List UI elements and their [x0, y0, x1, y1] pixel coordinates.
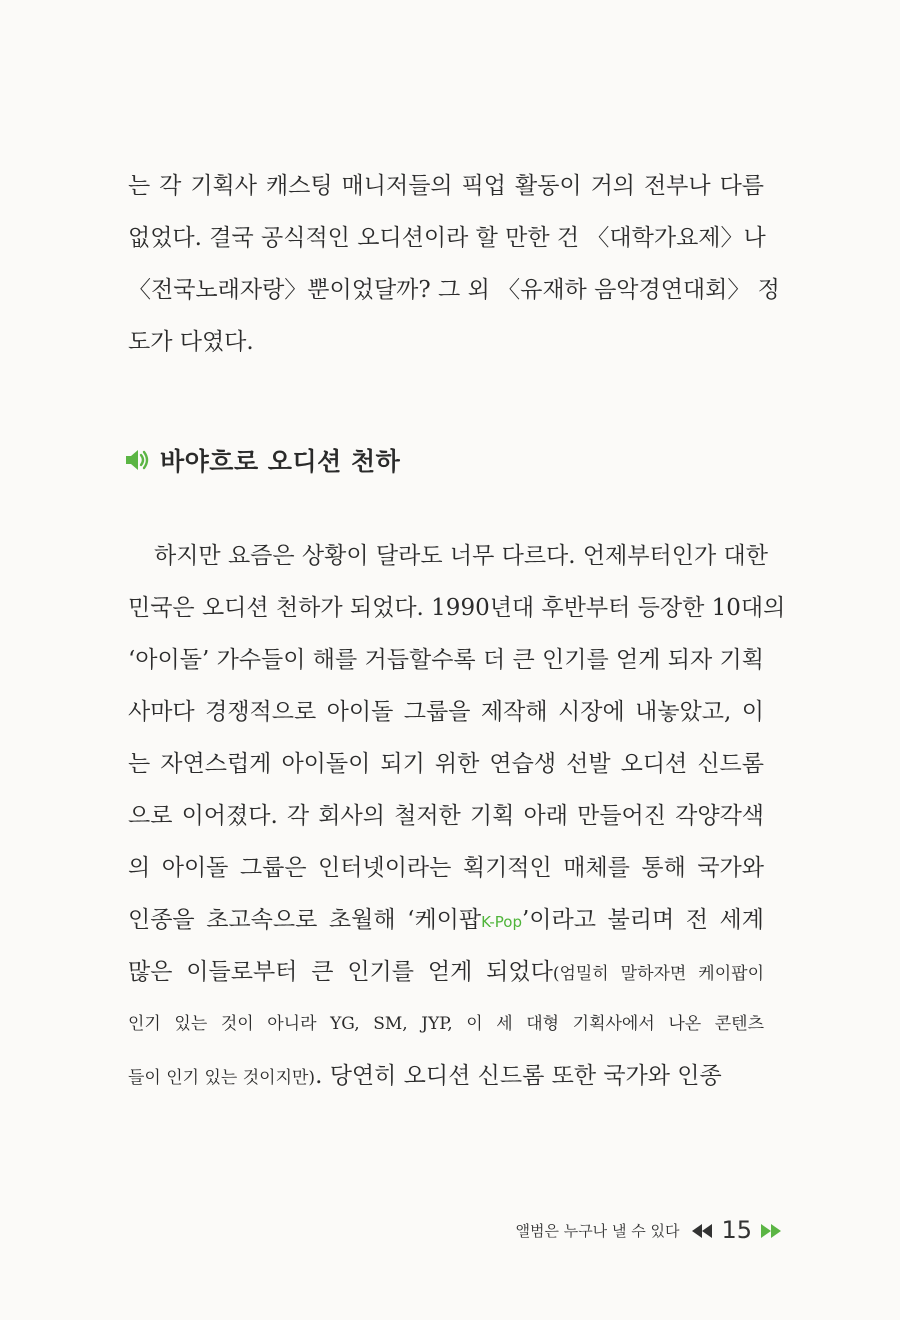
kpop-gloss: K-Pop: [481, 913, 522, 931]
section-heading-text: 바야흐로 오디션 천하: [160, 447, 401, 476]
paragraph-line: 는 각 기획사 캐스팅 매니저들의 픽업 활동이 거의 전부나 다름: [128, 173, 764, 199]
running-title: 앨범은 누구나 낼 수 있다: [515, 1221, 680, 1240]
mixed-line-main: 많은 이들로부터 큰 인기를 얻게 되었다: [128, 959, 553, 985]
page-number: 15: [721, 1216, 752, 1244]
paragraph-line: 의 아이돌 그룹은 인터넷이라는 획기적인 매체를 통해 국가와: [128, 855, 764, 881]
paragraph-line-mixed: [128, 952, 764, 992]
paragraph-line: 는 자연스럽게 아이돌이 되기 위한 연습생 선발 오디션 신드롬: [128, 751, 764, 777]
final-line-aside: 들이 인기 있는 것이지만): [128, 1068, 316, 1088]
paragraph-line-final: [128, 1056, 764, 1096]
paragraph-line: 없었다. 결국 공식적인 오디션이라 할 만한 건 〈대학가요제〉나: [128, 225, 766, 251]
paragraph-line-kpop: [128, 900, 764, 940]
paragraph-line: 도가 다였다.: [128, 329, 254, 355]
section-heading: [124, 440, 400, 480]
speaker-icon: [124, 448, 152, 472]
paragraph-line: 사마다 경쟁적으로 아이돌 그룹을 제작해 시장에 내놓았고, 이: [128, 699, 764, 725]
fast-forward-icon: [760, 1223, 782, 1237]
paragraph-line: 〈전국노래자랑〉뿐이었달까? 그 외 〈유재하 음악경연대회〉 정: [128, 277, 780, 303]
rewind-icon: [691, 1223, 713, 1237]
paragraph-line: 하지만 요즘은 상황이 달라도 너무 다르다. 언제부터인가 대한: [154, 543, 768, 569]
paragraph-line: ‘아이돌’ 가수들이 해를 거듭할수록 더 큰 인기를 얻게 되자 기획: [128, 647, 764, 673]
final-line-main: . 당연히 오디션 신드롬 또한 국가와 인종: [315, 1063, 722, 1089]
paragraph-line-small: 인기 있는 것이 아니라 YG, SM, JYP, 이 세 대형 기획사에서 나온 콘텐츠: [128, 1014, 764, 1034]
paragraph-line: 민국은 오디션 천하가 되었다. 1990년대 후반부터 등장한 10대의: [128, 595, 786, 621]
page-footer: [515, 1212, 782, 1248]
kpop-line-after: ’이라고 불리며 전 세계: [521, 907, 764, 933]
kpop-line-before: 인종을 초고속으로 초월해 ‘케이팝: [128, 907, 482, 933]
paragraph-line: 으로 이어졌다. 각 회사의 철저한 기획 아래 만들어진 각양각색: [128, 803, 764, 829]
mixed-line-aside: (엄밀히 말하자면 케이팝이: [552, 964, 764, 984]
